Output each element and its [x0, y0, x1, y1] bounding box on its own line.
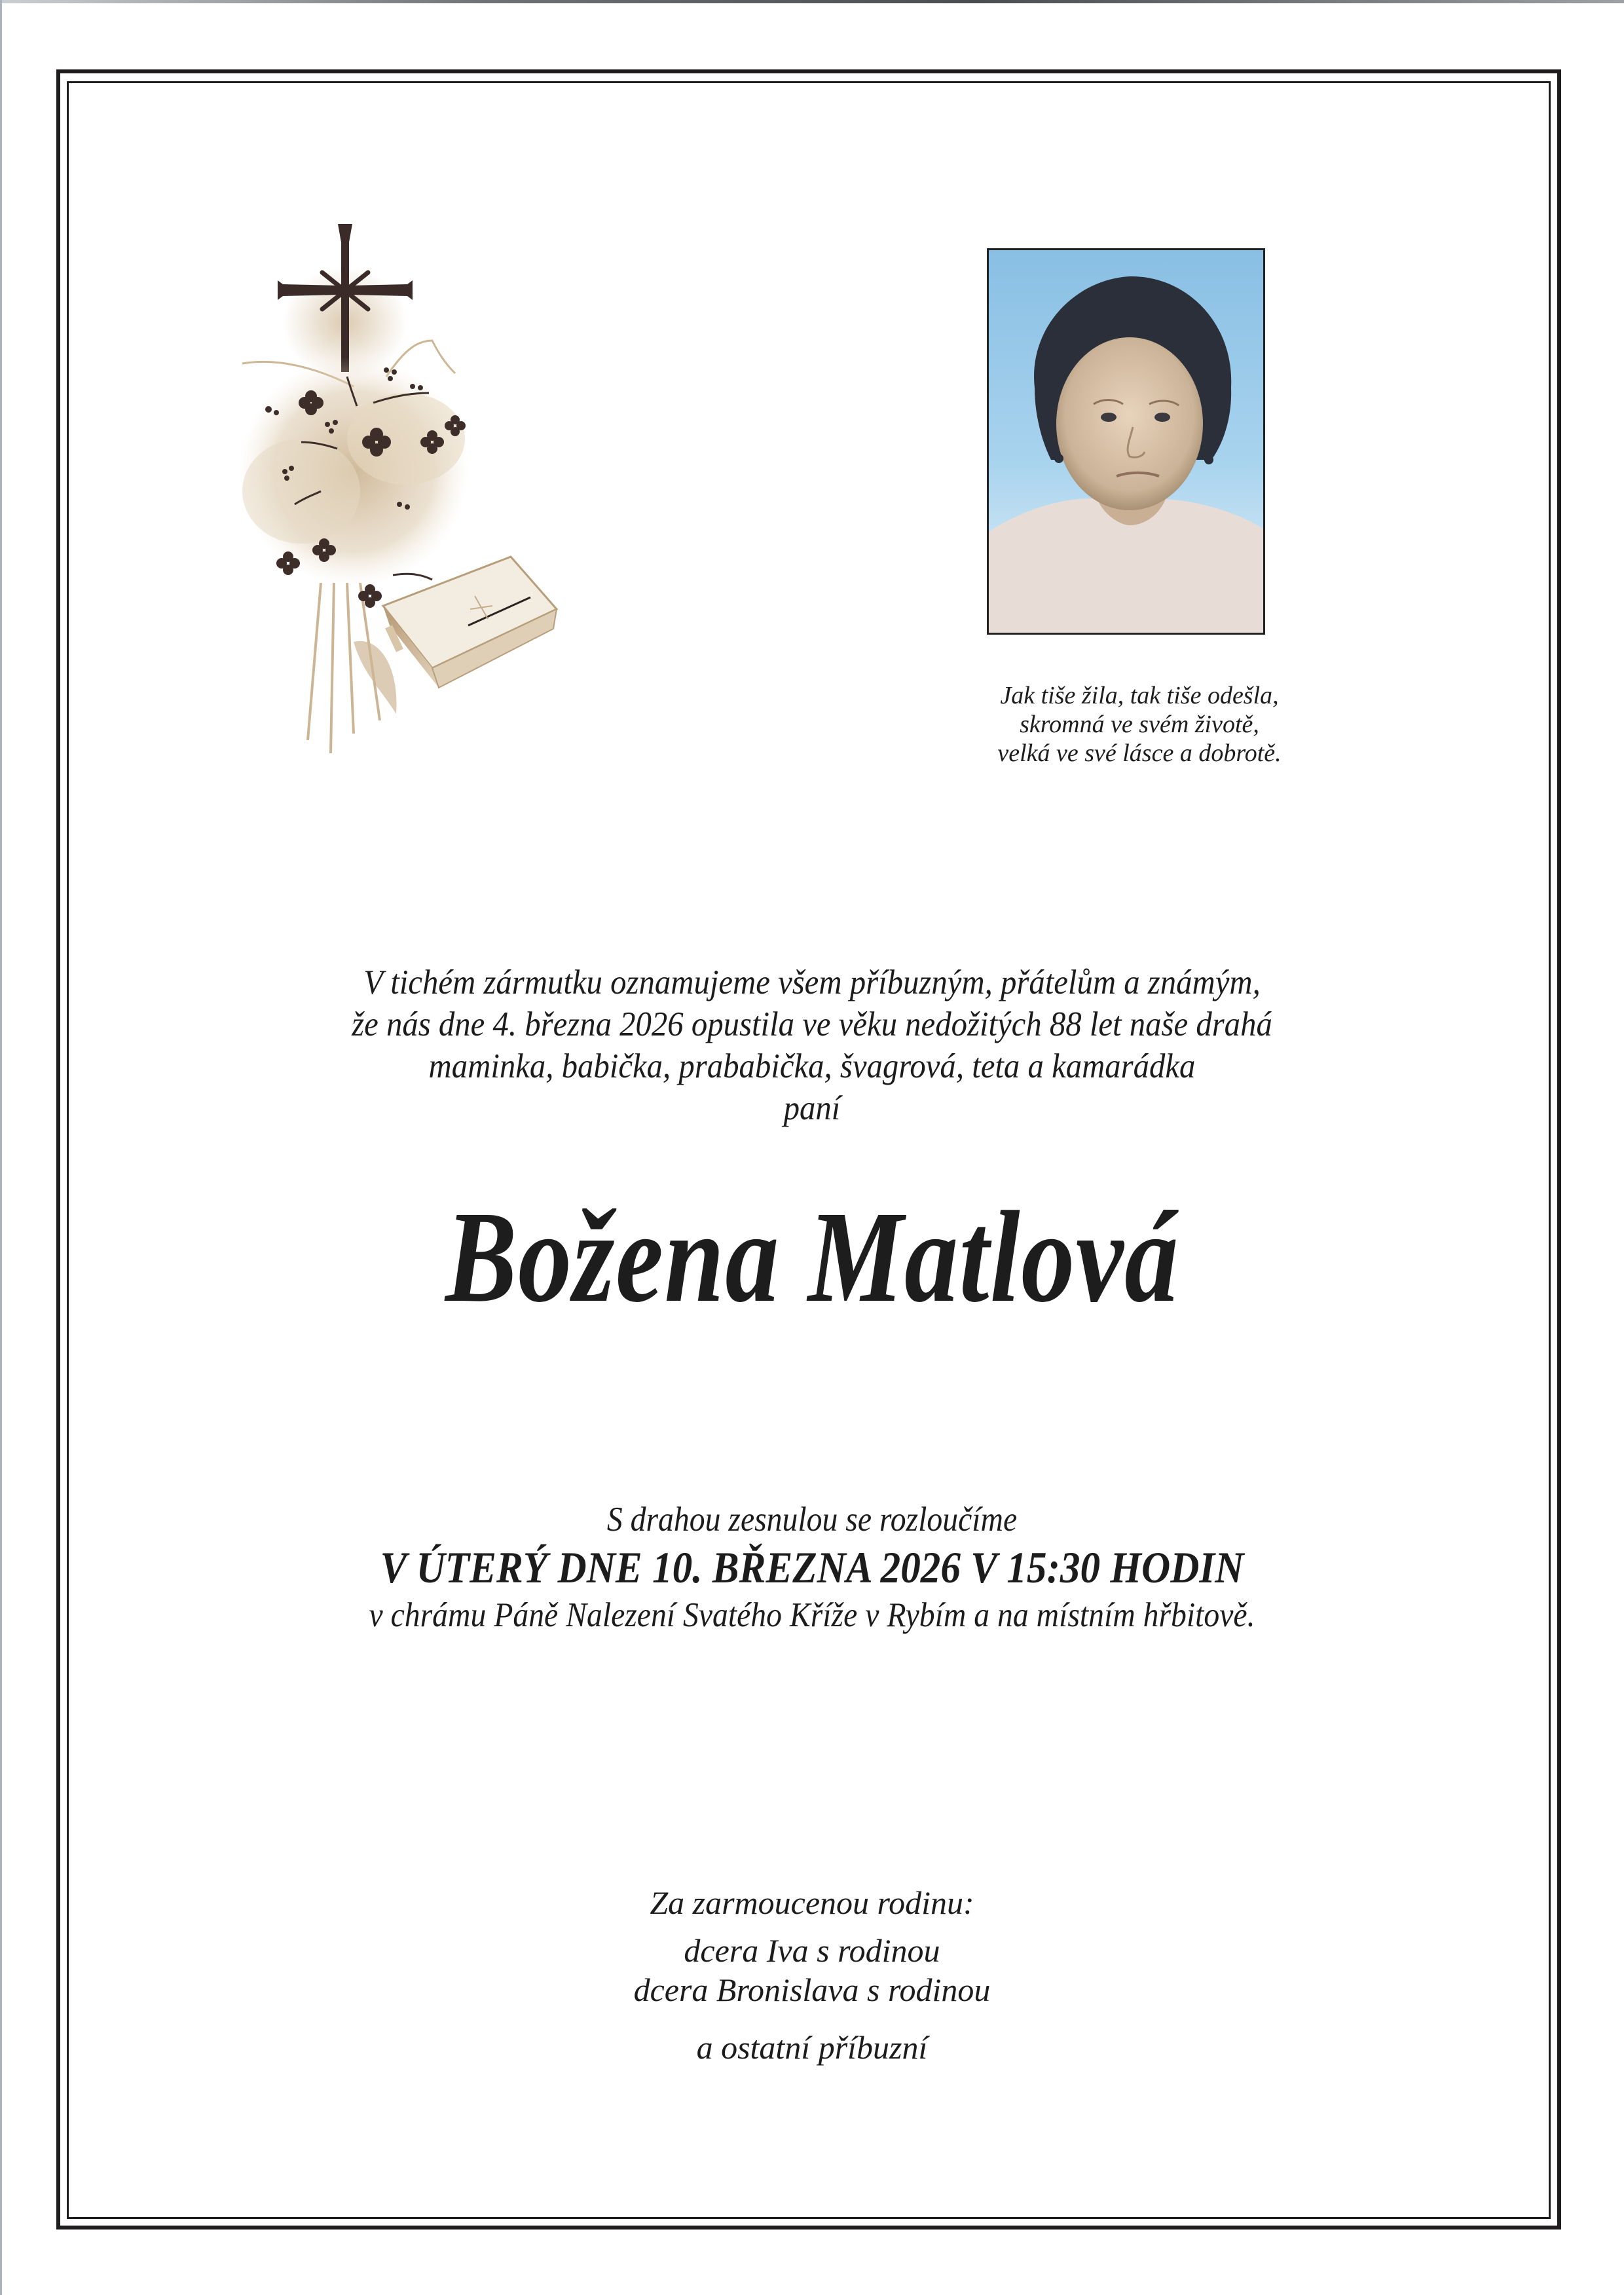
verse-line: velká ve své lásce a dobrotě. — [997, 739, 1282, 767]
death-announcement — [79, 961, 1545, 1129]
deceased-name-heading — [79, 1182, 1545, 1333]
memorial-verse — [956, 681, 1323, 768]
announcement-line: paní — [783, 1089, 841, 1127]
scan-edge-left — [0, 0, 2, 2295]
funeral-details — [79, 1499, 1545, 1636]
family-others: a ostatní příbuzní — [696, 2029, 928, 2066]
family-lead: Za zarmoucenou rodinu: — [650, 1884, 974, 1921]
funeral-intro: S drahou zesnulou se rozloučíme — [606, 1501, 1018, 1539]
deceased-name: Božena Matlová — [445, 1185, 1179, 1330]
funeral-date-time: V ÚTERÝ DNE 10. BŘEZNA 2026 V 15:30 HODIN — [380, 1542, 1244, 1592]
scan-edge-top — [0, 0, 1624, 3]
announcement-line: maminka, babička, prababička, švagrová, teta a kamarádka — [428, 1047, 1196, 1085]
family-signature — [79, 1875, 1545, 2080]
portrait-photo — [987, 248, 1265, 635]
funeral-location: v chrámu Páně Nalezení Svatého Kříže v Rybím a na místním hřbitově. — [369, 1596, 1255, 1634]
announcement-line: že nás dne 4. března 2026 opustila ve věku nedožitých 88 let naše drahá — [352, 1005, 1272, 1043]
family-member: dcera Bronislava s rodinou — [633, 1971, 991, 2008]
verse-line: skromná ve svém životě, — [1020, 711, 1259, 738]
announcement-line: V tichém zármutku oznamujeme všem příbuzným, přátelům a známým, — [363, 963, 1261, 1001]
cross-with-flowers-and-book-icon — [223, 216, 589, 760]
verse-line: Jak tiše žila, tak tiše odešla, — [1000, 682, 1279, 709]
family-member: dcera Iva s rodinou — [684, 1932, 940, 1969]
